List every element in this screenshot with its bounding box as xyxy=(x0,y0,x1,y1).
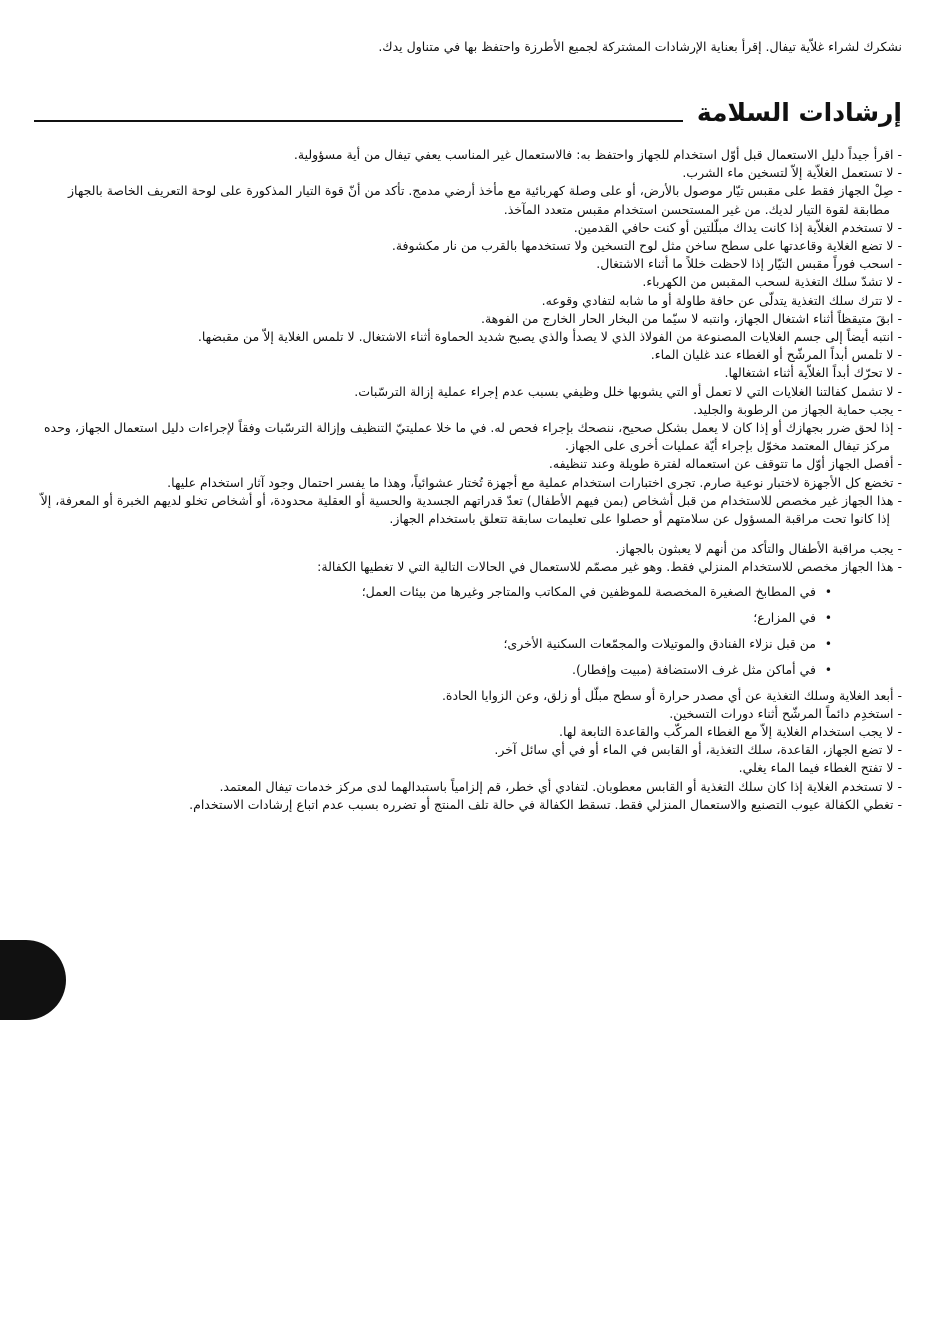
instruction-item: - ابقَ متيقظاً أثناء اشتغال الجهاز، وانتبه لا سيّما من البخار الحار الخارج من الفوهة. xyxy=(480,310,902,326)
excluded-uses-list xyxy=(34,583,902,679)
list-item xyxy=(34,609,832,627)
bullet-icon: • xyxy=(824,610,832,625)
list-item xyxy=(34,583,832,601)
list-item xyxy=(34,635,832,653)
instruction-item: - هذا الجهاز مخصص للاستخدام المنزلي فقط. وهو غير مصمّم للاستعمال في الحالات التالية التي لا تغطيها الكفالة: xyxy=(317,559,902,575)
intro-text: نشكرك لشراء غلاّية تيفال. إقرأ بعناية الإرشادات المشتركة لجميع الأطرزة واحتفظ بها في متناول يدك. xyxy=(378,39,902,54)
instruction-item: - لا تلمس أبداً المرشّح أو الغطاء عند غليان الماء. xyxy=(650,347,902,363)
instruction-item: - أبعد الغلاية وسلك التغذية عن أي مصدر حرارة أو سطح مبلّل أو زلق، وعن الزوايا الحادة. xyxy=(441,687,902,703)
instruction-item: - يجب حماية الجهاز من الرطوبة والجليد. xyxy=(693,401,902,417)
bullet-icon: • xyxy=(824,636,832,651)
instruction-item: - أفصل الجهاز أوّل ما تتوقف عن استعماله لفترة طويلة وعند تنظيفه. xyxy=(548,456,902,472)
safety-heading xyxy=(34,94,902,128)
instruction-item: - لا تستعمل الغلاّية إلاّ لتسخين ماء الشرب. xyxy=(682,165,902,181)
instruction-item: - لا تستخدم الغلاية إذا كان سلك التغذية أو القابس معطوبان. لتفادي أي خطر، قم إلزامياً باستبدالهما لدى مركز خدمات تيفال المعتمد. xyxy=(219,778,902,794)
instruction-item: - لا تترك سلك التغذية يتدلّى عن حافة طاولة أو ما شابه لتفادي وقوعه. xyxy=(541,292,902,308)
bullet-icon: • xyxy=(824,662,832,677)
language-tab-marker xyxy=(0,940,66,1020)
instruction-group-1 xyxy=(34,146,902,528)
instruction-item: - صِلْ الجهاز فقط على مقبس تيّار موصول بالأرض، أو على وصلة كهربائية مع مأخذ أرضي مدمج. تأكد من أنّ قوة التيار المذكورة على لوحة التعريف الخاصة بالجهاز مطابقة لقوة التيار لديك. من غير المستحسن استخدام مقبس متعدد المآخذ. xyxy=(67,183,902,217)
instruction-item: - لا تستخدم الغلاّية إذا كانت يداك مبلّلتين أو كنت حافي القدمين. xyxy=(573,219,902,235)
instruction-item: - هذا الجهاز غير مخصص للاستخدام من قبل أشخاص (بمن فيهم الأطفال) تعدّ قدراتهم الجسدية والحسية أو العقلية محدودة، أو أشخاص تخلو لديهم الخبرة أو المعرفة، إلاّ إذا كانوا تحت مراقبة المسؤول عن سلامتهم أو حصلوا على تعليمات سابقة تتعلق باستخدام الجهاز. xyxy=(40,492,902,527)
instruction-item: - لا تشمل كفالتنا الغلايات التي لا تعمل أو التي يشوبها خلل وظيفي بسبب عدم إجراء عملية إزالة الترسّبات. xyxy=(354,383,902,399)
instruction-item: - تغطي الكفالة عيوب التصنيع والاستعمال المنزلي فقط. تسقط الكفالة في حالة تلف المنتج أو تضرره بسبب عدم اتباع إرشادات الاستخدام. xyxy=(189,796,902,812)
list-item-text: في المطابخ الصغيرة المخصصة للموظفين في المكاتب والمتاجر وغيرها من بيئات العمل؛ xyxy=(361,583,816,599)
list-item-text: في أماكن مثل غرف الاستضافة (مبيت وإفطار). xyxy=(571,661,816,677)
instruction-item: - لا تحرّك أبداً الغلاّية أثناء اشتغالها. xyxy=(724,365,902,381)
section-title: إرشادات السلامة xyxy=(696,98,902,127)
instruction-item: - استخدِم دائماً المرشّح أثناء دورات التسخين. xyxy=(669,705,902,721)
list-item xyxy=(34,661,832,679)
instruction-item: - لا تضع الجهاز، القاعدة، سلك التغذية، أو القابس في الماء أو في أي سائل آخر. xyxy=(494,742,902,758)
instruction-item: - يجب مراقبة الأطفال والتأكد من أنهم لا يعبثون بالجهاز. xyxy=(615,541,902,557)
instruction-item: - لا تشدّ سلك التغذية لسحب المقبس من الكهرباء. xyxy=(642,274,902,290)
instruction-item: - تخضع كل الأجهزة لاختبار نوعية صارم. تجرى اختبارات استخدام عملية مع أجهزة تُختار عشوائياً، وهذا ما يفسر احتمال وجود آثار استخدام عليها. xyxy=(167,474,902,490)
instruction-item: - لا تفتح الغطاء فيما الماء يغلي. xyxy=(738,760,902,776)
bullet-icon: • xyxy=(824,584,832,599)
heading-underline xyxy=(34,120,683,122)
list-item-text: من قبل نزلاء الفنادق والموتيلات والمجمّعات السكنية الأخرى؛ xyxy=(503,635,816,651)
instruction-group-3 xyxy=(34,687,902,814)
instruction-item: - إذا لحق ضرر بجهازك أو إذا كان لا يعمل بشكل صحيح، ننصحك بإجراء فحص له. في ما خلا عمليتيّ التنظيف وإزالة الترسّبات وفقاً لإجراءات دليل استعمال الجهاز، وحده مركز تيفال المعتمد مخوّل بإجراء أيّة عمليات أخرى على الجهاز. xyxy=(43,420,902,454)
instruction-item: - اقرأ جيداً دليل الاستعمال قبل أوّل استخدام للجهاز واحتفظ به: فالاستعمال غير المناسب يعفي تيفال من أية مسؤولية. xyxy=(293,147,902,162)
instruction-item: - انتبه أيضاً إلى جسم الغلايات المصنوعة من الفولاذ الذي لا يصدأ والذي يصبح شديد الحماوة أثناء الاشتغال. لا تلمس الغلاية إلاّ من مقبضها. xyxy=(197,329,902,345)
instruction-item: - اسحب فوراً مقبس التيّار إذا لاحظت خللاً ما أثناء الاشتغال. xyxy=(596,256,902,272)
safety-instructions xyxy=(34,146,902,814)
instruction-item: - لا تضع الغلاية وقاعدتها على سطح ساخن مثل لوح التسخين ولا تستخدمها بالقرب من نار مكشوفة. xyxy=(391,238,902,254)
instruction-group-2 xyxy=(34,540,902,576)
instruction-item: - لا يجب استخدام الغلاية إلاّ مع الغطاء المركّب والقاعدة التابعة لها. xyxy=(559,724,902,740)
list-item-text: في المزارع؛ xyxy=(753,609,816,625)
